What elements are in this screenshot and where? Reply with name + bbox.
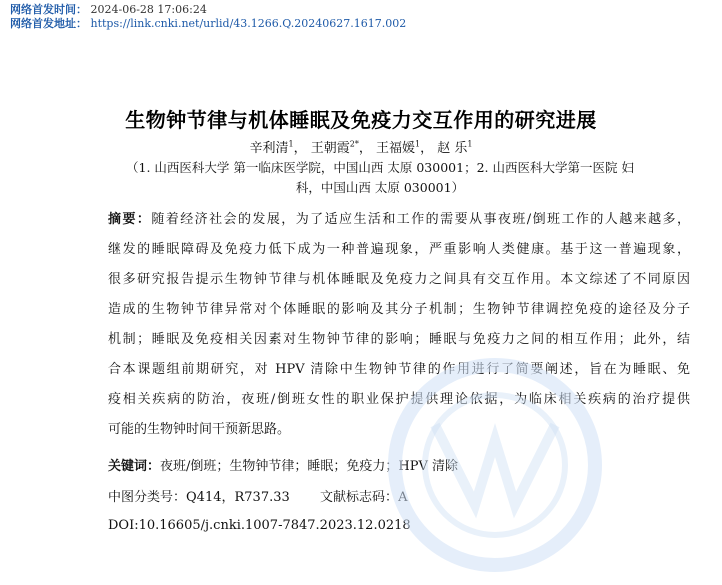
author-affil-mark: 2* — [349, 139, 359, 149]
affiliation-line-2: 科，中国山西 太原 030001） — [295, 180, 465, 195]
online-pub-address-label: 网络首发地址： — [10, 17, 87, 30]
author-affil-mark: 1 — [288, 139, 294, 149]
doc-code-label: 文献标志码： — [320, 490, 399, 505]
abstract-text: 随着经济社会的发展，为了适应生活和工作的需要从事夜班/倒班工作的人越来越多， — [151, 212, 690, 227]
online-pub-time — [10, 3, 207, 17]
abstract-line: 可能的生物钟时间干预新思路。 — [108, 422, 291, 437]
clc-value: Q414，R737.33 — [186, 490, 290, 505]
abstract-line: 很多研究报告提示生物钟节律与机体睡眠及免疫力之间具有交互作用。本文综述了不同原因 — [108, 272, 690, 287]
author-affil-mark: 1 — [467, 139, 473, 149]
abstract-line: 机制；睡眠及免疫相关因素对生物钟节律的影响；睡眠与免疫力之间的相互作用；此外，结 — [108, 332, 690, 347]
classification — [108, 486, 407, 505]
online-pub-time-value: 2024-06-28 17:06:24 — [90, 3, 207, 16]
author-affil-mark: 1 — [415, 139, 421, 149]
doc-code-value: A — [398, 490, 408, 505]
keywords — [108, 455, 458, 474]
abstract-line: 疫相关疾病的防治，夜班/倒班女性的职业保护提供理论依据，为临床相关疾病的治疗提供 — [108, 392, 690, 407]
online-pub-address-link[interactable]: https://link.cnki.net/urlid/43.1266.Q.20240627.1617.002 — [90, 17, 407, 30]
doi[interactable]: DOI:10.16605/j.cnki.1007-7847.2023.12.0218 — [108, 518, 411, 533]
keywords-label: 关键词： — [108, 459, 161, 474]
author-name: 辛利清 — [249, 141, 289, 156]
abstract-line — [108, 205, 690, 235]
abstract — [108, 205, 690, 445]
author-name: 王朝霞 — [310, 141, 350, 156]
paper-title: 生物钟节律与机体睡眠及免疫力交互作用的研究进展 — [125, 108, 597, 132]
clc-label: 中图分类号： — [108, 490, 187, 505]
author-list: 辛利清$^1$， 王朝霞$^{2*}$， 王福媛$^1$， 赵 乐$^1$ — [249, 139, 473, 156]
abstract-line: 继发的睡眠障碍及免疫力低下成为一种普遍现象，严重影响人类健康。基于这一普遍现象， — [108, 242, 690, 257]
author-name: 赵 乐 — [437, 141, 468, 156]
keywords-value: 夜班/倒班；生物钟节律；睡眠；免疫力；HPV 清除 — [160, 459, 459, 474]
affiliation-line-1: （1. 山西医科大学 第一临床医学院，中国山西 太原 030001；2. 山西医科大学第一医院 妇 — [126, 160, 634, 175]
abstract-line: 造成的生物钟节律异常对个体睡眠的影响及其分子机制；生物钟节律调控免疫的途径及分子 — [108, 302, 690, 317]
abstract-label: 摘要： — [108, 212, 152, 227]
author-name: 王福媛 — [376, 141, 416, 156]
online-pub-address — [10, 17, 406, 31]
abstract-line: 合本课题组前期研究，对 HPV 清除中生物钟节律的作用进行了简要阐述，旨在为睡眠、免 — [108, 362, 690, 377]
online-pub-time-label: 网络首发时间： — [10, 3, 87, 16]
